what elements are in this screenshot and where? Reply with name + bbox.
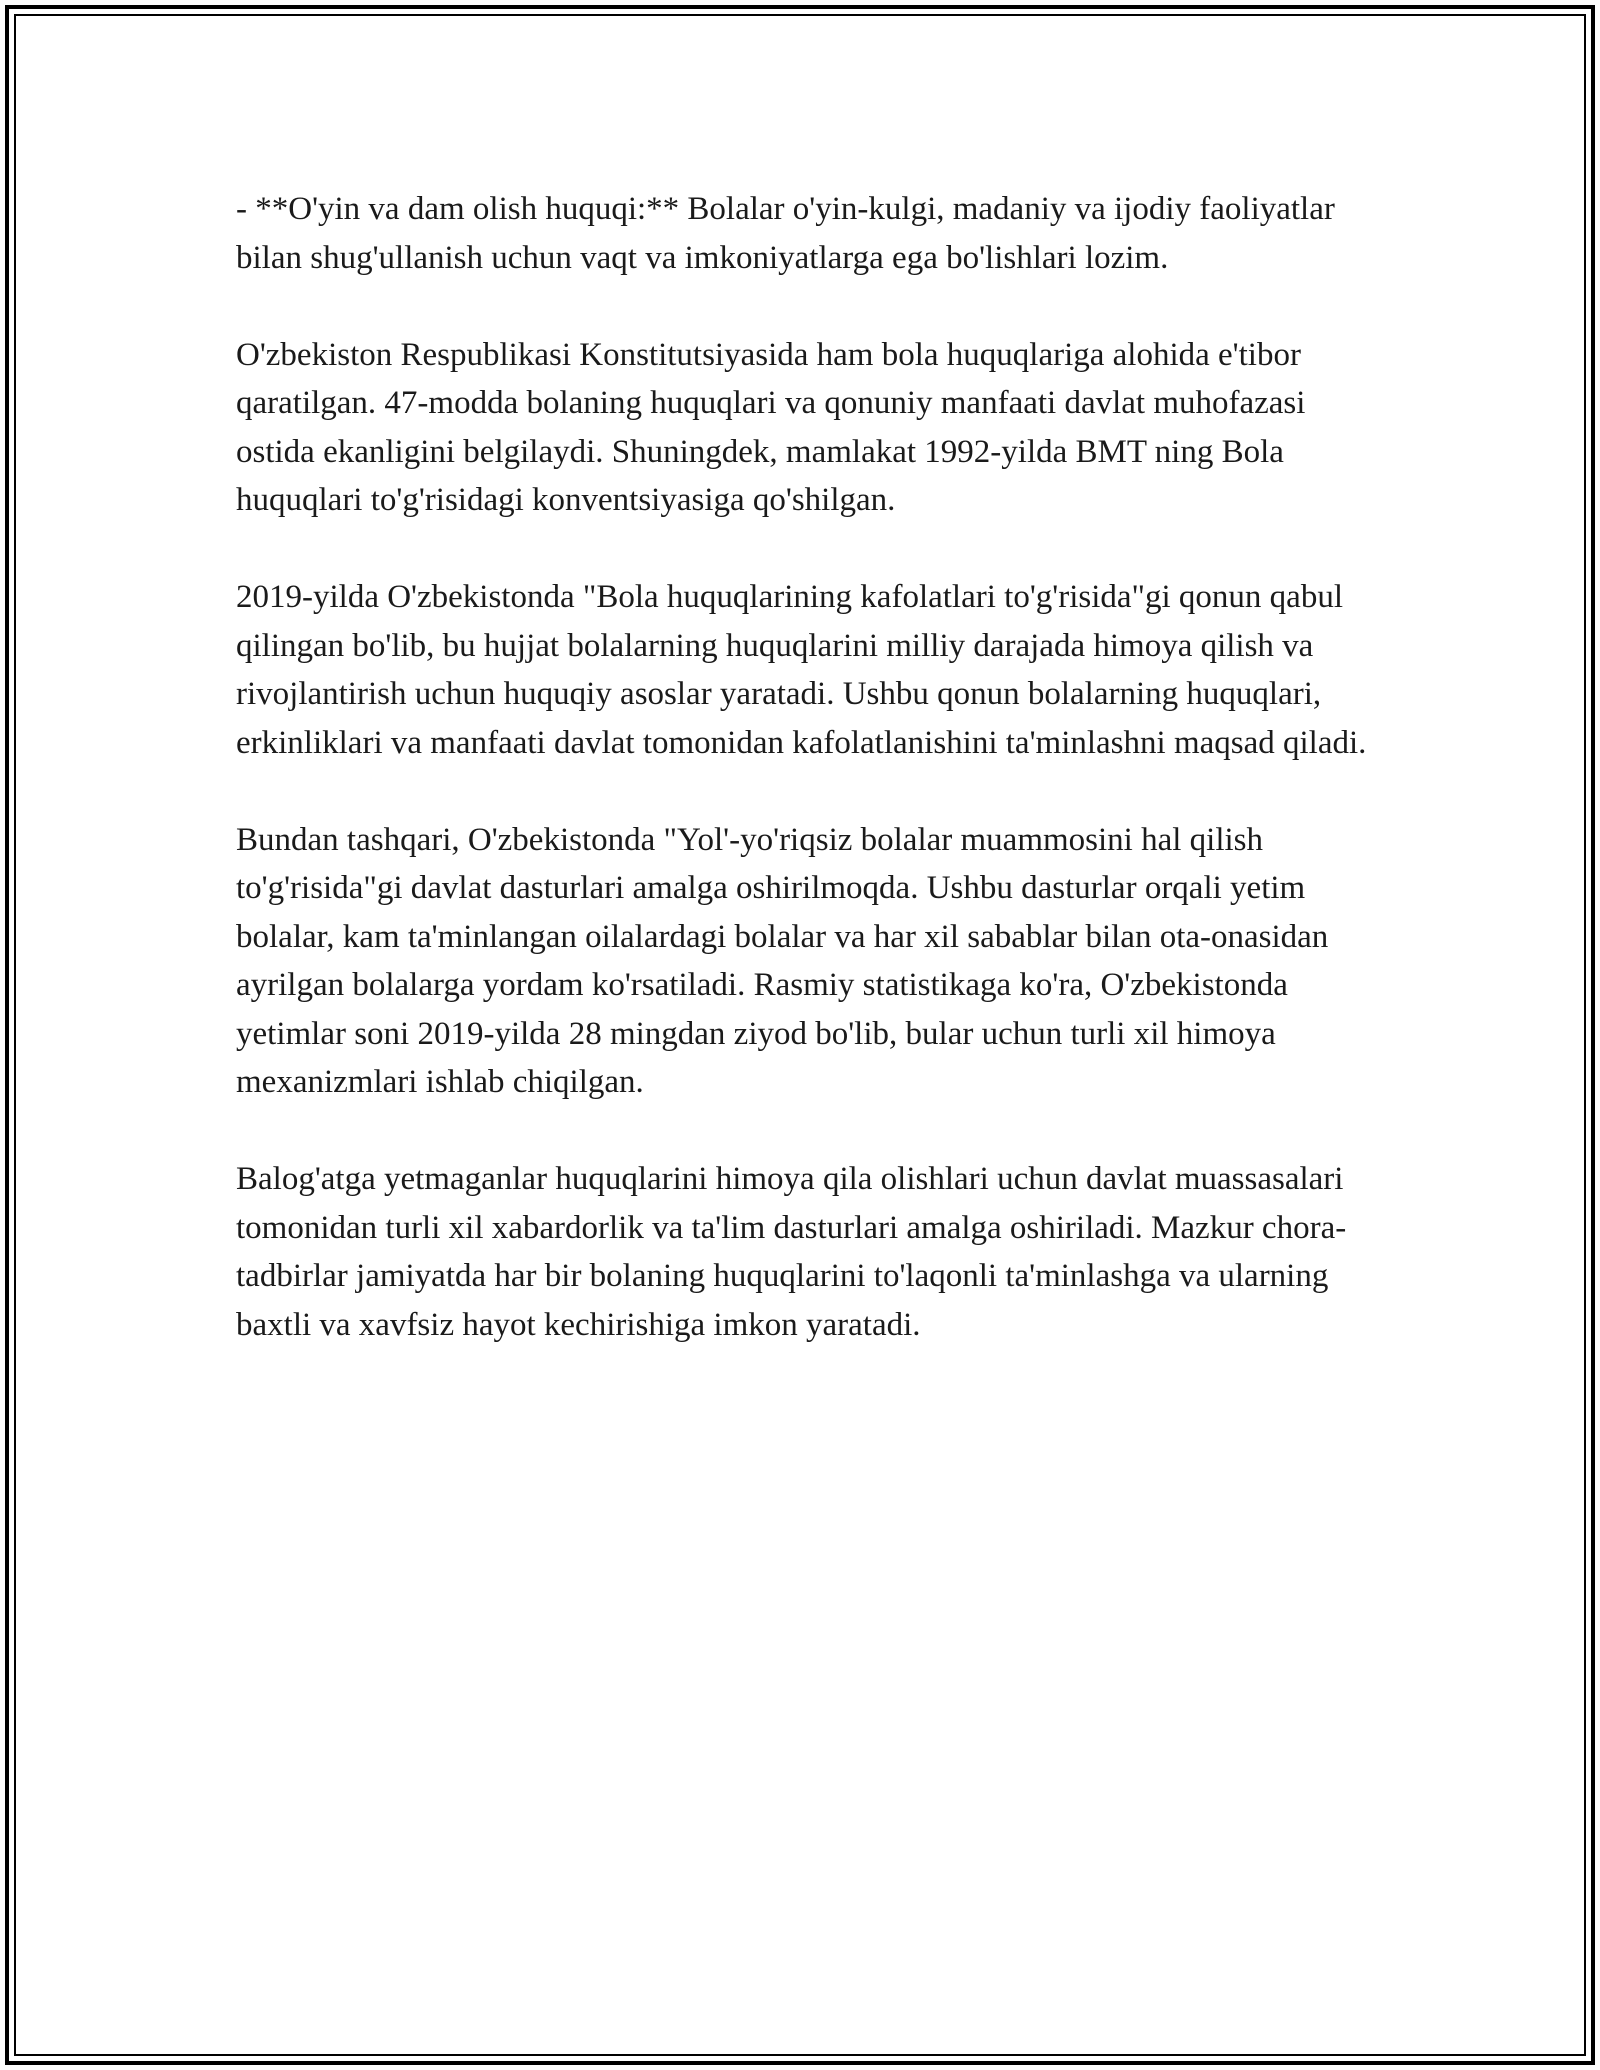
paragraph-play-and-rest-right: - **O'yin va dam olish huquqi:** Bolalar o'yin-kulgi, madaniy va ijodiy faoliyatlar bilan shug'ullanish uchun vaqt va imkoniyatlarga ega bo'lishlari lozim. [236, 191, 1335, 276]
paragraph-2019-law: 2019-yilda O'zbekistonda "Bola huquqlarining kafolatlari to'g'risida"gi qonun qabul qilingan bo'lib, bu hujjat bolalarning huquqlarini milliy darajada himoya qilish va rivojlantirish uchun huquqiy asoslar yaratadi. Ushbu qonun bolalarning huquqlari, erkinliklari va manfaati davlat tomonidan kafolatlanishini ta'minlashni maqsad qiladi. [236, 579, 1367, 761]
document-body [236, 185, 1376, 1398]
paragraph-constitution: O'zbekiston Respublikasi Konstitutsiyasida ham bola huquqlariga alohida e'tibor qaratilgan. 47-modda bolaning huquqlari va qonuniy manfaati davlat muhofazasi ostida ekanligini belgilaydi. Shuningdek, mamlakat 1992-yilda BMT ning Bola huquqlari to'g'risidagi konventsiyasiga qo'shilgan. [236, 336, 1306, 518]
paragraph-awareness-programs: Balog'atga yetmaganlar huquqlarini himoya qila olishlari uchun davlat muassasalari tomonidan turli xil xabardorlik va ta'lim dasturlari amalga oshiriladi. Mazkur chora-tadbirlar jamiyatda har bir bolaning huquqlarini to'laqonli ta'minlashga va ularning baxtli va xavfsiz hayot kechirishiga imkon yaratadi. [236, 1161, 1347, 1343]
paragraph-state-programs: Bundan tashqari, O'zbekistonda "Yol'-yo'riqsiz bolalar muammosini hal qilish to'g'risida"gi davlat dasturlari amalga oshirilmoqda. Ushbu dasturlar orqali yetim bolalar, kam ta'minlangan oilalardagi bolalar va har xil sabablar bilan ota-onasidan ayrilgan bolalarga yordam ko'rsatiladi. Rasmiy statistikaga ko'ra, O'zbekistonda yetimlar soni 2019-yilda 28 mingdan ziyod bo'lib, bular uchun turli xil himoya mexanizmlari ishlab chiqilgan. [236, 821, 1329, 1100]
